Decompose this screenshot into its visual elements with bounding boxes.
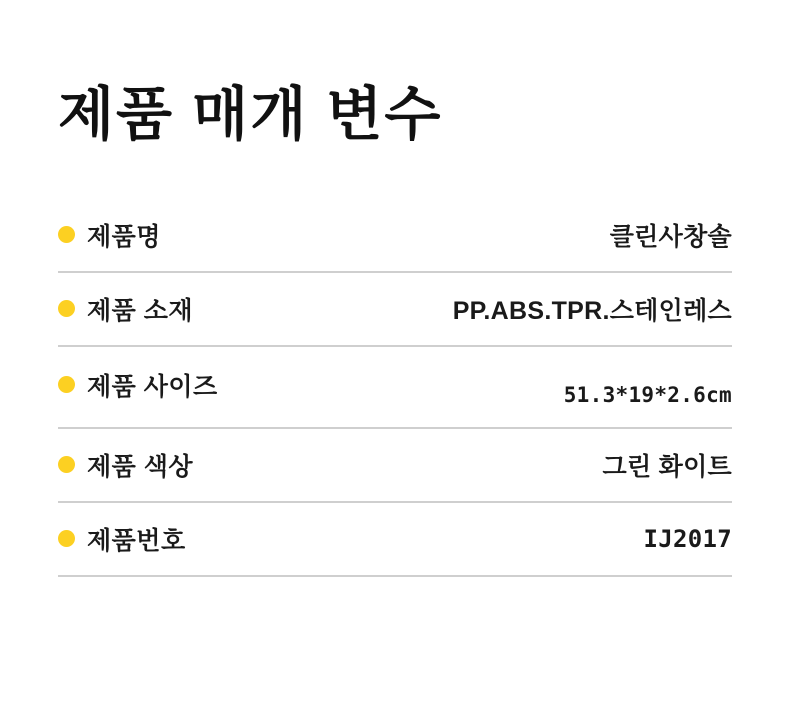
spec-list: [58, 199, 732, 577]
bullet-dot-icon: [58, 226, 75, 243]
spec-value: IJ2017: [643, 524, 732, 553]
spec-value: PP.ABS.TPR.스테인레스: [452, 296, 732, 325]
spec-label-group: [58, 447, 193, 483]
spec-row-model-number: [58, 503, 732, 577]
spec-label: 제품 색상: [87, 452, 194, 481]
spec-label-group: [58, 291, 193, 327]
spec-label: 제품 소재: [87, 296, 194, 325]
spec-label-group: [58, 521, 186, 557]
spec-value: 클린사창솔: [609, 222, 732, 251]
spec-row-product-name: [58, 199, 732, 273]
spec-value: 그린 화이트: [602, 452, 732, 481]
spec-label: 제품명: [87, 222, 161, 251]
spec-row-color: [58, 429, 732, 503]
spec-value: 51.3*19*2.6cm: [563, 382, 732, 407]
bullet-dot-icon: [58, 530, 75, 547]
spec-label: 제품번호: [87, 526, 186, 555]
spec-row-material: [58, 273, 732, 347]
bullet-dot-icon: [58, 376, 75, 393]
spec-row-size: [58, 347, 732, 429]
spec-label-group: [58, 367, 218, 403]
spec-label: 제품 사이즈: [87, 372, 218, 401]
bullet-dot-icon: [58, 300, 75, 317]
page-title: 제품 매개 변수: [58, 82, 443, 147]
spec-label-group: [58, 217, 161, 253]
bullet-dot-icon: [58, 456, 75, 473]
